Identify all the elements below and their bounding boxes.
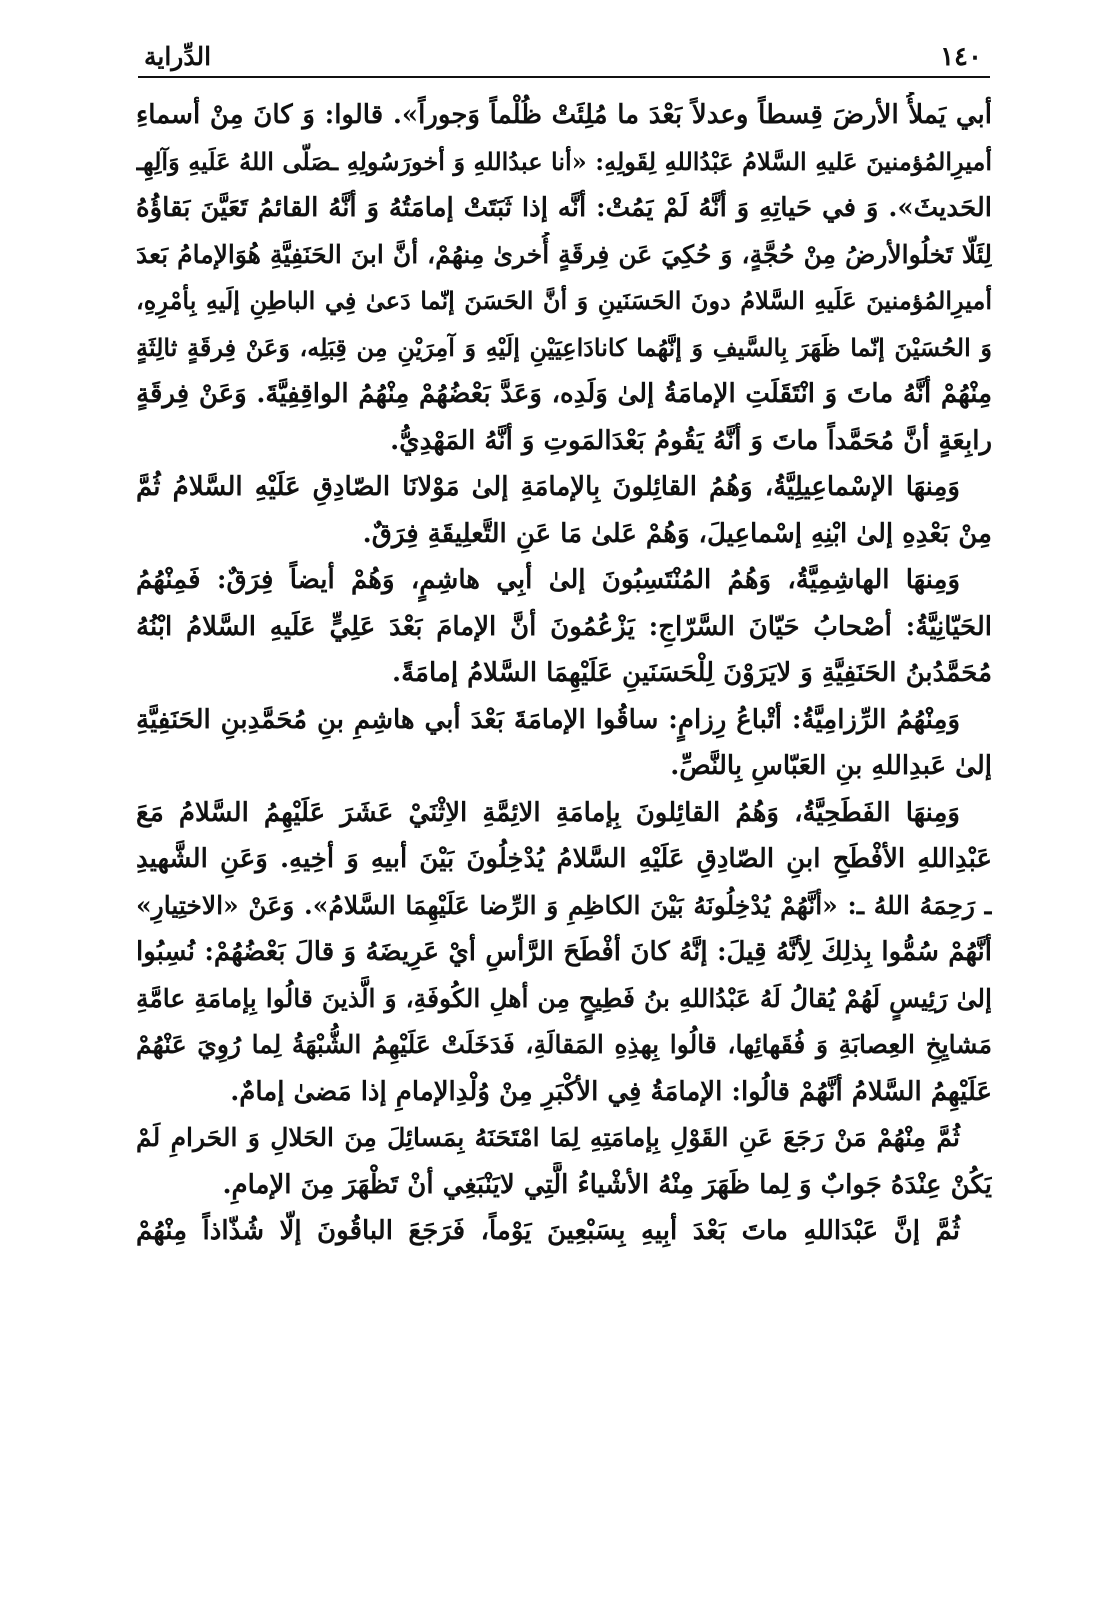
text-line: الحَيّانِيَّةُ: أصْحابُ حَيّانَ السَّرّاجِ: يَزْعُمُونَ أنَّ الإمامَ بَعْدَ عَلِيٍّ عَلَيهِ السَّلامُ ابْنُهُ [136,611,992,642]
text-line: مَشايِخِ العِصابَةِ وَ فُقَهائِها، قالُوا بِهذِهِ المَقالَةِ، فَدَخَلَتْ عَلَيْهِمُ الشُّبْهَةُ لِما رُوِيَ عَنْهُمْ [136,1030,992,1059]
page-header [138,40,990,78]
text-line: لِئَلّا تَخلُوالأرضُ مِنْ حُجَّةٍ، وَ حُكِيَ عَن فِرقَةٍ أُخرىٰ مِنهُمْ، أنَّ ابنَ الحَنَفِيَّةِ هُوَالإمامُ بَعدَ [136,239,992,269]
text-line: وَمِنهَا الفَطَحِيَّةُ، وَهُمُ القائِلونَ بِإمامَةِ الائِمَّةِ الاِثْنَيْ عَشَرَ عَلَيْهِمُ السَّلامُ مَعَ [136,797,960,828]
text-line: مِنْهُمْ أنَّهُ ماتَ وَ انْتَقَلَتِ الإمامَةُ إلىٰ وَلَدِه، وَعَدَّ بَعْضُهُمْ مِنْهُمُ الواقِفِيَّةَ. وَعَنْ فِرقَةٍ [136,379,992,409]
page-number: ١٤٠ [940,42,982,72]
text-line: إلىٰ عَبدِاللهِ بنِ العَبّاسِ بِالنَّصِّ. [670,751,992,781]
text-line: يَكُنْ عِنْدَهُ جَوابٌ وَ لِما ظَهَرَ مِنْهُ الأشْياءُ الَّتِي لايَنْبَغِي أنْ تَظْهَرَ مِنَ الإمامِ. [222,1169,992,1200]
text-line: مِنْ بَعْدِهِ إلىٰ ابْنِهِ إسْماعِيلَ، وَهُمْ عَلىٰ مَا عَنِ التَّعلِيقَةِ فِرَقٌ. [362,518,992,549]
text-line: وَمِنهَا الإسْماعِيلِيَّةُ، وَهُمُ القائِلونَ بِالإمامَةِ إلىٰ مَوْلانَا الصّادِقِ عَلَيْهِ السَّلامُ ثُمَّ [136,472,960,502]
text-line: رابِعَةٍ أنَّ مُحَمَّداً ماتَ وَ أنَّهُ يَقُومُ بَعْدَالمَوتِ وَ أنَّهُ المَهْدِيُّ. [390,425,992,456]
text-line: وَمِنهَا الهاشِمِيَّةُ، وَهُمُ المُنْتَسِبُونَ إلىٰ أبِي هاشِمٍ، وَهُمْ أيضاً فِرَقٌ: فَمِنْهُمُ [136,565,960,595]
text-line: وَمِنْهُمُ الرِّزامِيَّةُ: أتْباعُ رِزامٍ: ساقُوا الإمامَةَ بَعْدَ أبي هاشِمِ بنِ مُحَمَّدِبنِ الحَنَفِيَّةِ [136,704,960,735]
text-line: ثُمَّ إنَّ عَبْدَاللهِ ماتَ بَعْدَ أبِيهِ بِسَبْعِينَ يَوْماً، فَرَجَعَ الباقُونَ إلّا شُذّاذاً مِنْهُمْ [136,1216,960,1246]
text-line: أنَّهُمْ سُمُّوا بِذلِكَ لِأنَّهُ قِيلَ: إنَّهُ كانَ أفْطَحَ الرَّأسِ أيْ عَرِيضَهُ وَ قالَ بَعْضُهُمْ: نُسِبُوا [136,937,992,967]
text-line: عَلَيْهِمُ السَّلامُ أنَّهُمْ قالُوا: الإمامَةُ فِي الأكْبَرِ مِنْ وُلْدِالإمامِ إذا مَضىٰ إمامٌ. [230,1076,992,1107]
text-line: أبي يَملأُ الأرضَ قِسطاً وعدلاً بَعْدَ ما مُلِئَتْ ظُلْماً وَجوراً». قالوا: وَ كانَ مِنْ أسماءِ [136,100,992,130]
text-line: أميرِالمُؤمنينَ عَليهِ السَّلامُ عَبْدُاللهِ لِقَولِهِ: «أنا عبدُاللهِ وَ أخورَسُولِهِ ـصَلّى اللهُ عَلَيهِ وَآلِهِـ [136,146,992,176]
text-line: ـ رَحِمَهُ اللهُ ـ: «أنَّهُمْ يُدْخِلُونَهُ بَيْنَ الكاظِمِ وَ الرِّضا عَلَيْهِمَا السَّلامُ». وَعَنْ «الاختِيارِ» [136,890,992,920]
text-line: مُحَمَّدُبنُ الحَنَفِيَّةِ وَ لايَرَوْنَ لِلْحَسَنَينِ عَلَيْهِمَا السَّلامُ إمامَةً. [392,658,992,688]
running-title: الدِّراية [144,42,212,71]
text-line: عَبْدِاللهِ الأفْطَحِ ابنِ الصّادِقِ عَلَيْهِ السَّلامُ يُدْخِلُونَ بَيْنَ أبيهِ وَ أخِيهِ. وَعَنِ الشَّهيدِ [136,844,992,874]
text-line: وَ الحُسَيْنَ إنّما ظَهَرَ بِالسَّيفِ وَ إنَّهُما كانادَاعِيَيْنِ إلَيْهِ وَ آمِرَيْنِ مِن قِبَلِه، وَعَنْ فِرقَةٍ ثالِثَةٍ [136,332,992,362]
text-line: أميرِالمُؤمنينَ عَلَيهِ السَّلامُ دونَ الحَسَنَينِ وَ أنَّ الحَسَنَ إنّما دَعىٰ فِي الباطِنِ إلَيهِ بِأمْرِهِ، [136,286,992,315]
text-line: الحَديثَ». وَ في حَياتِهِ وَ أنَّهُ لَمْ يَمُتْ: أنَّه إذا ثَبَتَتْ إمامَتُهُ وَ أنَّهُ القائمُ تَعَيَّنَ بَقاؤُهُ [136,193,992,223]
text-line: إلىٰ رَئِيسٍ لَهُمْ يُقالُ لَهُ عَبْدُاللهِ بنُ فَطِيحٍ مِن أهلِ الكُوفَةِ، وَ الَّذينَ قالُوا بِإمامَةِ عامَّةِ [136,983,992,1013]
text-line: ثُمَّ مِنْهُمْ مَنْ رَجَعَ عَنِ القَوْلِ بِإمامَتِهِ لِمَا امْتَحَنَهُ بِمَسائِلَ مِنَ الحَلالِ وَ الحَرامِ لَمْ [136,1123,960,1152]
body-text [136,92,992,1255]
